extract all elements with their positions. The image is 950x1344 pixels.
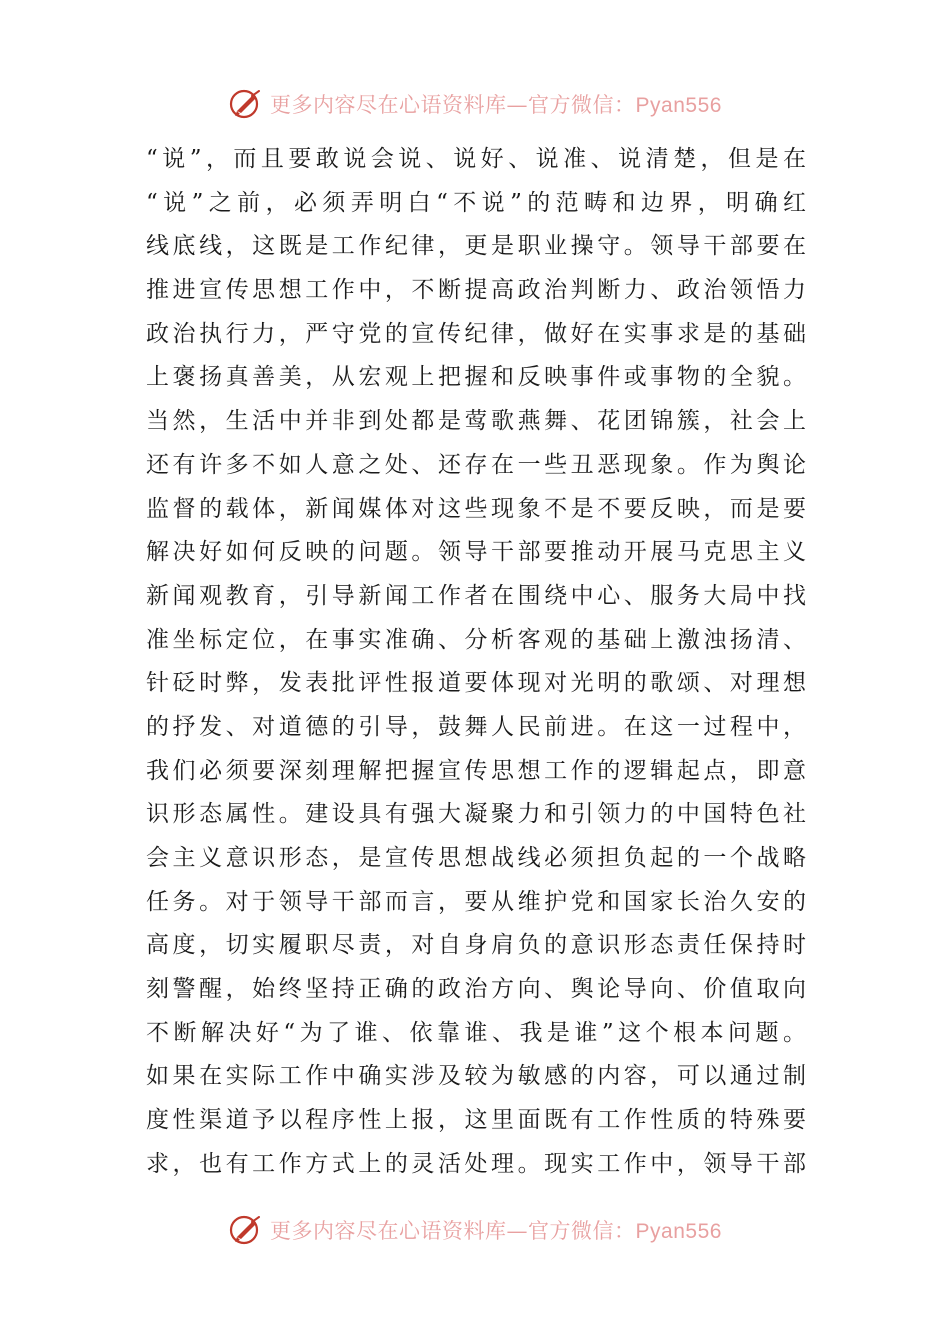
footer-banner-text: [270, 1215, 722, 1245]
text-line: 线底线，这既是工作纪律，更是职业操守。领导干部要在: [146, 233, 806, 260]
text-line: 准坐标定位，在事实准确、分析客观的基础上激浊扬清、: [146, 626, 806, 653]
text-line: 识形态属性。建设具有强大凝聚力和引领力的中国特色社: [146, 801, 806, 828]
footer-banner-wechat-id: Pyan556: [635, 1220, 722, 1243]
text-line: 我们必须要深刻理解把握宣传思想工作的逻辑起点，即意: [146, 757, 806, 784]
footer-banner-cn: 更多内容尽在心语资料库—官方微信：: [270, 1219, 636, 1243]
text-line: 如果在实际工作中确实涉及较为敏感的内容，可以通过制: [146, 1063, 806, 1090]
header-banner-cn: 更多内容尽在心语资料库—官方微信：: [270, 93, 636, 117]
text-line: 推进宣传思想工作中，不断提高政治判断力、政治领悟力: [146, 277, 806, 304]
text-line: “说”之前，必须弄明白“不说”的范畴和边界，明确红: [146, 189, 806, 216]
text-line: 监督的载体，新闻媒体对这些现象不是不要反映，而是要: [146, 495, 806, 522]
body-paragraph: [146, 138, 806, 1187]
text-line: “说”，而且要敢说会说、说好、说准、说清楚，但是在: [146, 146, 806, 172]
text-line: 的抒发、对道德的引导，鼓舞人民前进。在这一过程中，: [146, 713, 806, 740]
text-line: 高度，切实履职尽责，对自身肩负的意识形态责任保持时: [146, 932, 806, 959]
text-line: 针砭时弊，发表批评性报道要体现对光明的歌颂、对理想: [146, 670, 806, 697]
header-banner-wechat-id: Pyan556: [635, 94, 722, 117]
text-line: 求，也有工作方式上的灵活处理。现实工作中，领导干部: [146, 1150, 806, 1177]
text-line: 解决好如何反映的问题。领导干部要推动开展马克思主义: [146, 539, 806, 566]
text-line: 会主义意识形态，是宣传思想战线必须担负起的一个战略: [146, 845, 806, 871]
header-banner-text: [270, 89, 722, 119]
footer-banner: [0, 1210, 950, 1250]
text-line: 不断解决好“为了谁、依靠谁、我是谁”这个根本问题。: [146, 1019, 806, 1046]
text-line: 刻警醒，始终坚持正确的政治方向、舆论导向、价值取向: [146, 976, 806, 1003]
text-line: 任务。对于领导干部而言，要从维护党和国家长治久安的: [146, 888, 806, 915]
text-line: 政治执行力，严守党的宣传纪律，做好在实事求是的基础: [146, 320, 806, 347]
pen-logo-icon: [228, 1212, 264, 1248]
text-line: 度性渠道予以程序性上报，这里面既有工作性质的特殊要: [146, 1107, 806, 1134]
text-line: 新闻观教育，引导新闻工作者在围绕中心、服务大局中找: [146, 582, 806, 609]
header-banner: [0, 84, 950, 124]
text-line: 上褒扬真善美，从宏观上把握和反映事件或事物的全貌。: [146, 364, 806, 391]
text-line: 还有许多不如人意之处、还存在一些丑恶现象。作为舆论: [146, 451, 806, 478]
pen-logo-icon: [228, 86, 264, 122]
text-line: 当然，生活中并非到处都是莺歌燕舞、花团锦簇，社会上: [146, 408, 806, 435]
